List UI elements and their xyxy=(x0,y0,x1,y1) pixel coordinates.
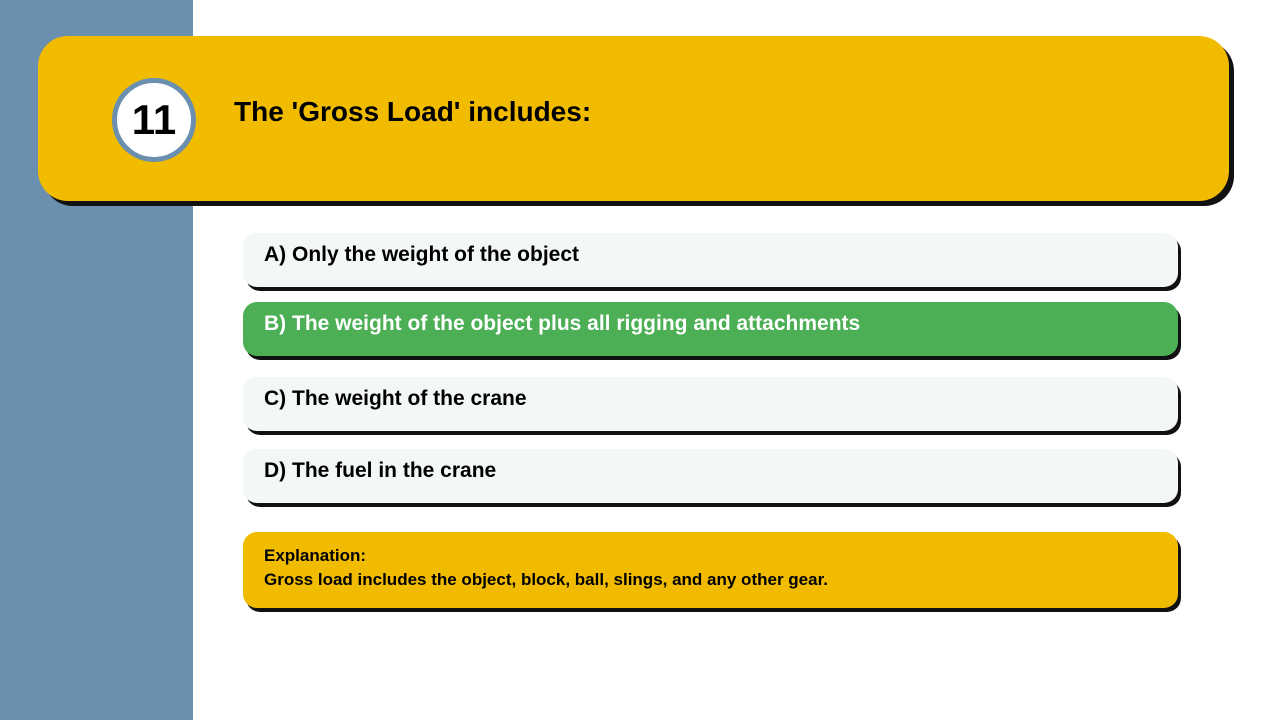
question-card xyxy=(38,36,1229,201)
answer-option-a[interactable]: A) Only the weight of the object xyxy=(243,233,1178,287)
answer-option-b[interactable]: B) The weight of the object plus all rigging and attachments xyxy=(243,302,1178,356)
explanation-text: Gross load includes the object, block, ball, slings, and any other gear. xyxy=(264,570,828,589)
answer-option-d[interactable]: D) The fuel in the crane xyxy=(243,449,1178,503)
question-text: The 'Gross Load' includes: xyxy=(234,96,592,127)
explanation-heading: Explanation: xyxy=(264,546,367,565)
explanation-box xyxy=(243,532,1178,608)
question-number-badge: 11 xyxy=(112,78,196,162)
answer-option-c[interactable]: C) The weight of the crane xyxy=(243,377,1178,431)
